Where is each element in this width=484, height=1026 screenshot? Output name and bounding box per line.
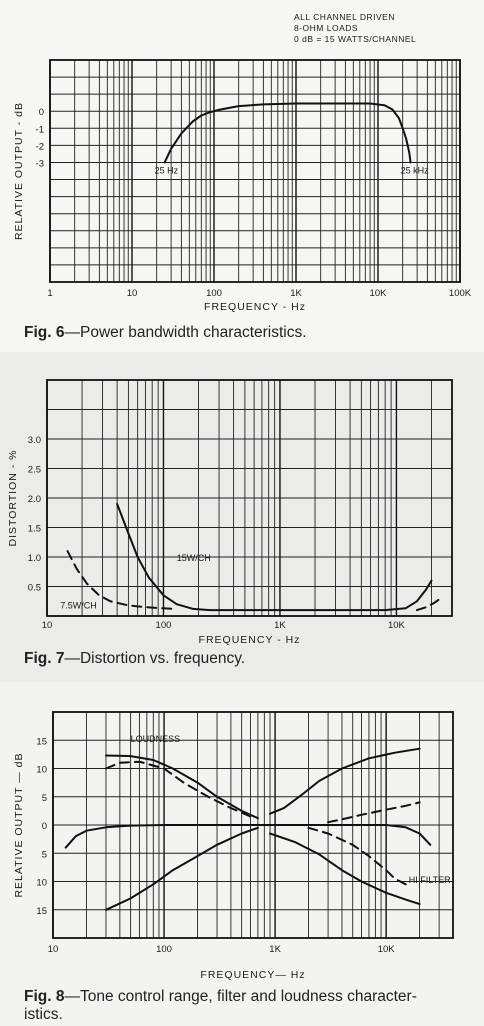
fig6-y-tick-label: 0 [38, 107, 44, 119]
fig7-x-tick-label: 100 [155, 620, 172, 631]
fig6-note-line: 8-OHM LOADS [294, 23, 359, 33]
fig6-x-tick-label: 1K [290, 288, 302, 299]
fig8-series-line-7 [270, 834, 420, 905]
fig7-annotation-label: 7.5W/CH [60, 600, 97, 611]
fig7-y-tick-label: 1.5 [27, 523, 41, 535]
fig6-x-tick-label: 1 [47, 288, 53, 299]
figure-7-panel [0, 352, 484, 682]
fig6-x-tick-label: 10 [126, 288, 138, 299]
power-bandwidth-chart [0, 0, 484, 352]
figure-8-panel [0, 682, 484, 1026]
fig8-y-tick-label: 15 [36, 905, 47, 917]
figure-7-label: Fig. 7 [24, 650, 65, 667]
fig8-x-tick-label: 10 [47, 944, 59, 955]
figure-8-caption-line-1: —Tone control range, filter and loudness character- [64, 988, 417, 1005]
fig6-y-axis-label: RELATIVE OUTPUT - dB [13, 101, 25, 241]
distortion-chart [0, 352, 484, 682]
fig6-x-axis-label: FREQUENCY - Hz [204, 301, 306, 313]
fig6-x-tick-label: 100K [448, 288, 472, 299]
fig7-y-tick-label: 2.5 [27, 464, 41, 476]
fig6-y-tick-label: -3 [35, 158, 44, 170]
fig8-y-tick-label: 15 [36, 736, 47, 748]
figure-6-label: Fig. 6 [24, 324, 65, 341]
fig8-x-tick-label: 10K [377, 944, 395, 955]
figure-6-caption-text: —Power bandwidth characteristics. [64, 324, 307, 341]
fig8-series-line-2 [106, 762, 251, 817]
figure-8-label: Fig. 8 [24, 988, 65, 1005]
fig8-annotation-label: HI FILTER [408, 875, 451, 886]
fig8-y-tick-label: 5 [41, 849, 47, 861]
fig8-y-tick-label: 10 [36, 764, 47, 776]
fig6-x-tick-label: 100 [206, 288, 222, 299]
fig7-x-axis-label: FREQUENCY - Hz [198, 634, 301, 646]
figure-8-caption [24, 988, 417, 1024]
fig8-series-line-1 [106, 756, 258, 819]
figure-7-caption [24, 650, 245, 668]
fig6-y-tick-label: -1 [35, 124, 44, 136]
fig7-x-tick-label: 1K [274, 620, 286, 631]
fig8-x-tick-label: 100 [156, 944, 172, 955]
figure-7-caption-text: —Distortion vs. frequency. [64, 650, 246, 667]
fig8-y-tick-label: 5 [41, 792, 47, 804]
fig7-series-line-3 [417, 598, 441, 610]
tone-control-chart [0, 682, 484, 1026]
figure-8-caption-line-2: istics. [24, 1006, 63, 1023]
fig7-annotation-label: 15W/CH [176, 553, 211, 564]
fig8-y-axis-label: RELATIVE OUTPUT — dB [13, 752, 25, 898]
fig8-annotation-label: LOUDNESS [130, 733, 181, 744]
fig7-y-tick-label: 3.0 [27, 435, 41, 446]
fig7-x-tick-label: 10K [387, 620, 405, 631]
fig6-note-line: ALL CHANNEL DRIVEN [294, 12, 395, 22]
fig7-y-tick-label: 2.0 [27, 494, 41, 505]
fig6-note-line: 0 dB = 15 WATTS/CHANNEL [294, 34, 417, 44]
fig8-y-tick-label: 0 [41, 821, 47, 832]
fig8-x-axis-label: FREQUENCY— Hz [200, 969, 306, 981]
fig6-plot-frame [50, 60, 460, 282]
fig6-annotation-label: 25 Hz [154, 165, 179, 176]
fig8-series-line-6 [106, 828, 258, 910]
fig7-y-tick-label: 0.5 [27, 582, 41, 594]
fig8-y-tick-label: 10 [36, 877, 47, 889]
fig6-x-tick-label: 10K [369, 288, 387, 299]
fig8-series-line-3 [270, 749, 420, 814]
fig6-y-tick-label: -2 [35, 141, 44, 153]
fig7-x-tick-label: 10 [41, 620, 53, 631]
figure-6-caption [24, 324, 307, 342]
fig8-x-tick-label: 1K [269, 944, 281, 955]
fig7-y-axis-label: DISTORTION - % [7, 449, 19, 547]
fig7-y-tick-label: 1.0 [27, 553, 41, 564]
fig6-annotation-label: 25 kHz [400, 165, 429, 176]
figure-6-panel [0, 0, 484, 352]
